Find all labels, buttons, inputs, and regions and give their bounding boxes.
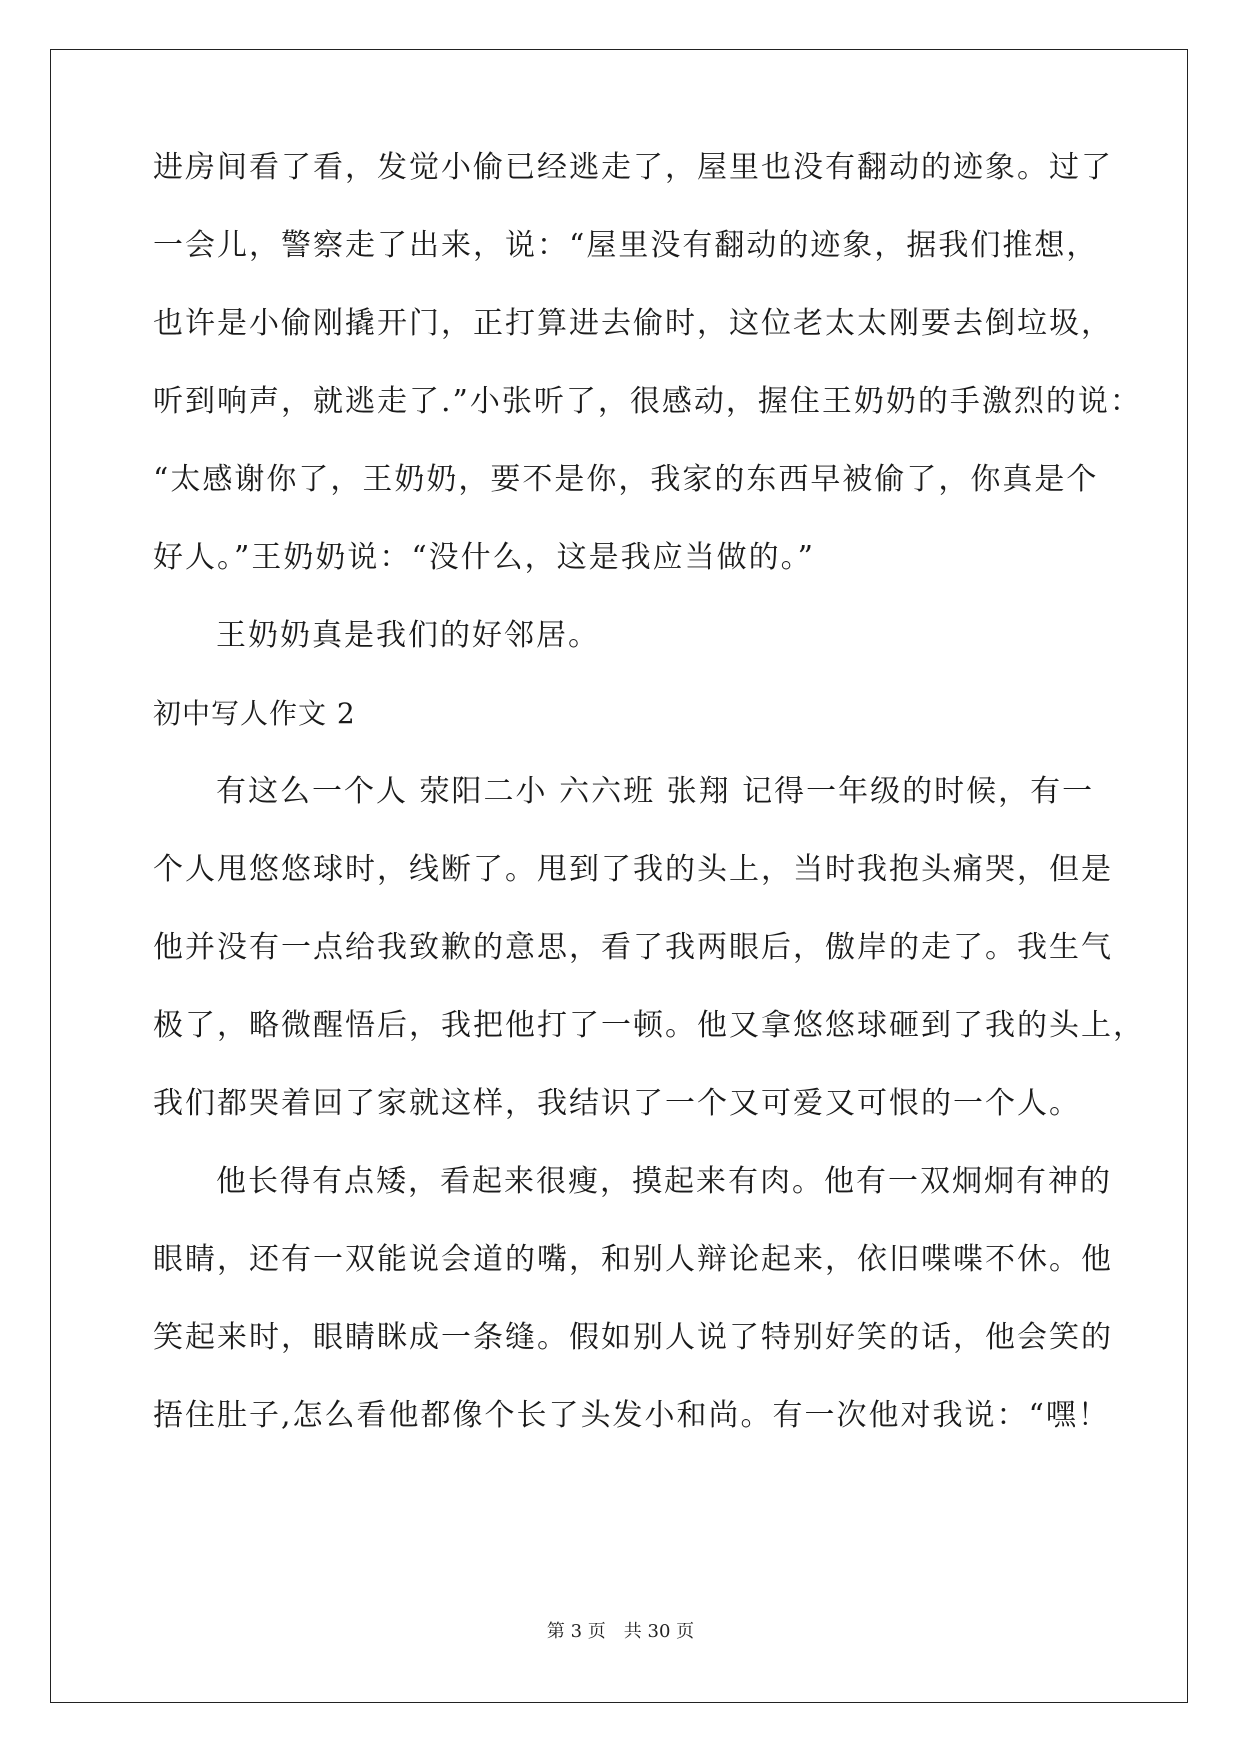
text-line: “太感谢你了，王奶奶，要不是你，我家的东西早被偷了，你真是个 [153,462,1099,497]
section-heading: 初中写人作文 2 [153,697,356,730]
text-line: 有这么一个人 荥阳二小 六六班 张翔 记得一年级的时候，有一 [216,774,1095,809]
page-footer [0,1620,1241,1644]
text-line: 个人甩悠悠球时，线断了。甩到了我的头上，当时我抱头痛哭，但是 [153,852,1113,887]
text-line: 眼睛，还有一双能说会道的嘴，和别人辩论起来，依旧喋喋不休。他 [153,1242,1113,1277]
page-number: 第 3 页 [546,1621,606,1642]
text-line: 一会儿，警察走了出来，说：“屋里没有翻动的迹象，据我们推想， [153,228,1099,263]
text-line: 王奶奶真是我们的好邻居。 [216,618,600,653]
text-line: 好人。”王奶奶说：“没什么，这是我应当做的。” [153,540,816,575]
text-line: 他长得有点矮，看起来很瘦，摸起来有肉。他有一双炯炯有神的 [216,1164,1112,1199]
text-line: 听到响声，就逃走了.”小张听了，很感动，握住王奶奶的手激烈的说： [153,384,1142,419]
text-line: 捂住肚子,怎么看他都像个长了头发小和尚。有一次他对我说：“嘿！ [153,1398,1110,1433]
text-line: 极了，略微醒悟后，我把他打了一顿。他又拿悠悠球砸到了我的头上， [153,1008,1145,1043]
text-line: 也许是小偷刚撬开门，正打算进去偷时，这位老太太刚要去倒垃圾， [153,306,1113,341]
text-line: 笑起来时，眼睛眯成一条缝。假如别人说了特别好笑的话，他会笑的 [153,1320,1113,1355]
page-total: 共 30 页 [623,1621,695,1642]
text-line: 进房间看了看，发觉小偷已经逃走了，屋里也没有翻动的迹象。过了 [153,150,1113,185]
text-line: 我们都哭着回了家就这样，我结识了一个又可爱又可恨的一个人。 [153,1086,1081,1121]
text-line: 他并没有一点给我致歉的意思，看了我两眼后，傲岸的走了。我生气 [153,930,1113,965]
